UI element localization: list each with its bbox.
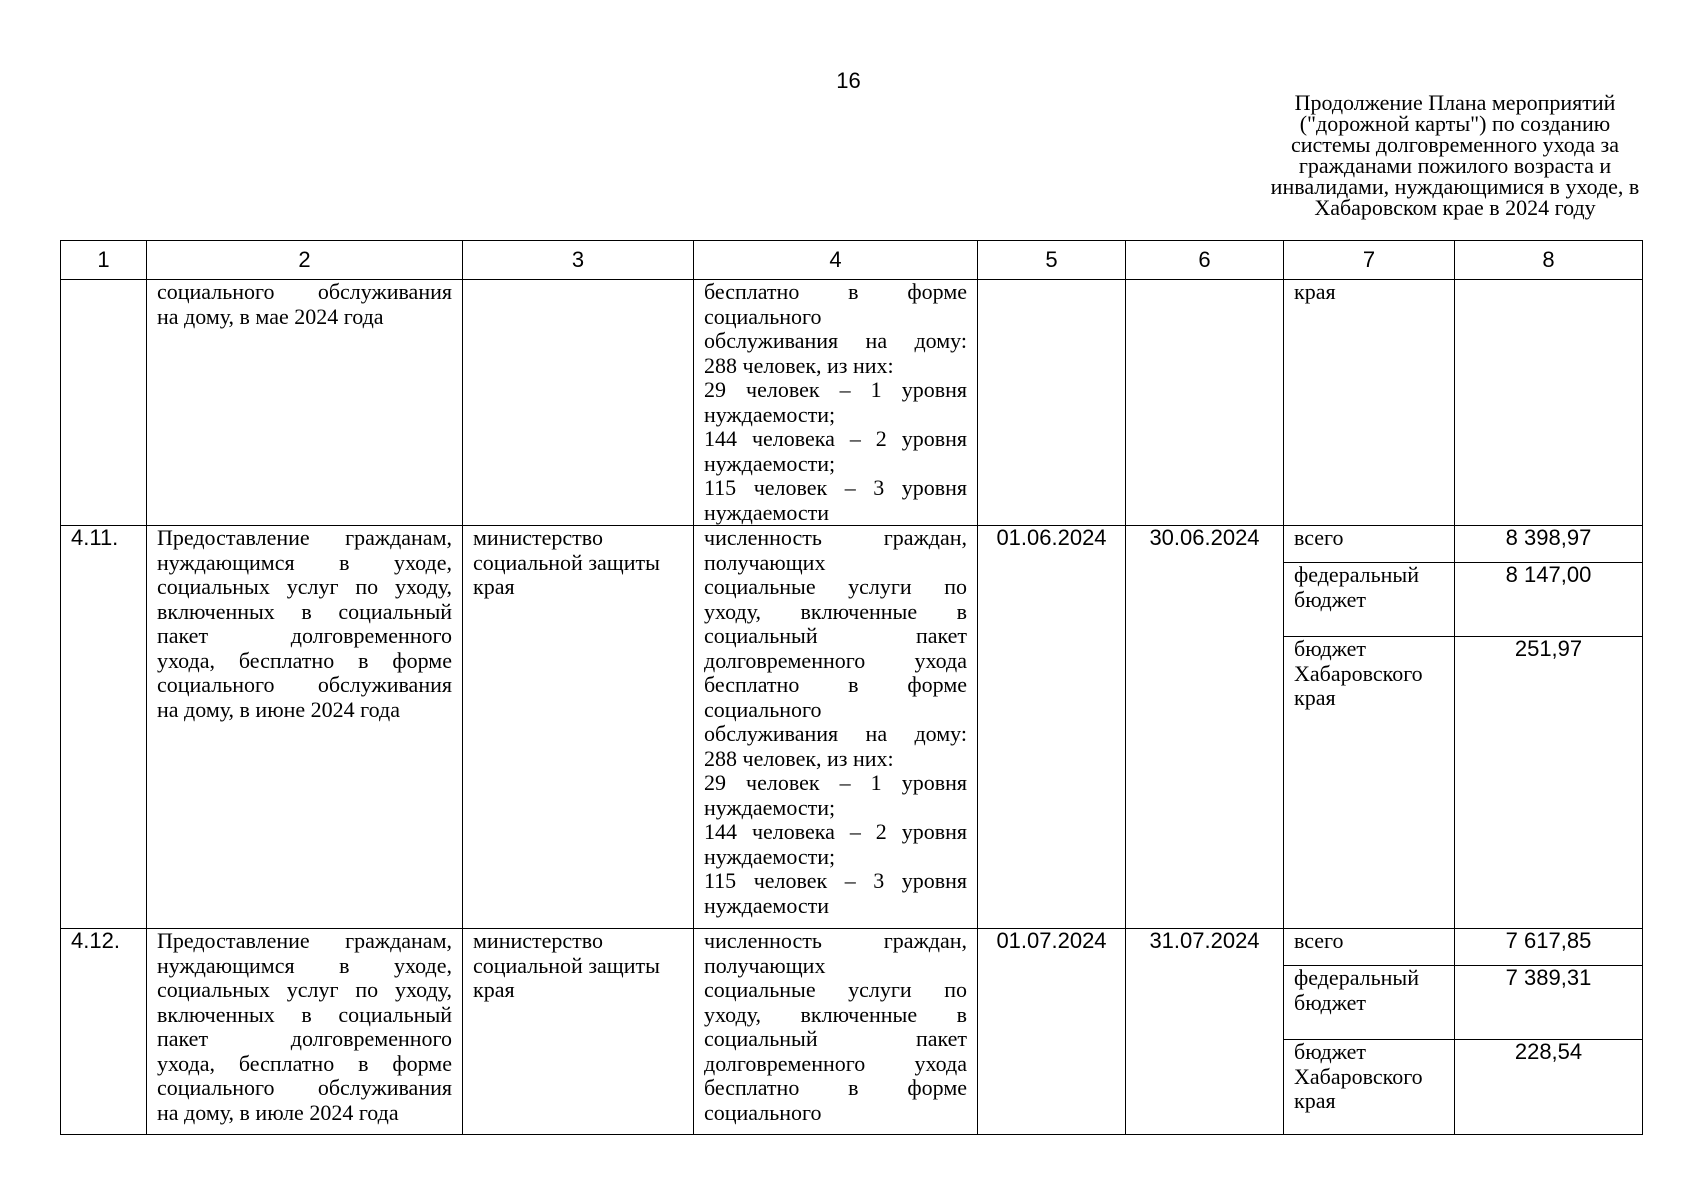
row-number: 4.11.: [61, 526, 147, 929]
heading-line: ("дорожной карты") по созданию: [1299, 111, 1611, 136]
indicator: численность граждан, получающих социальные услуги по уходу, включенные в социальный пакет долговременного ухода бесплатно в форме социального обслуживания на дому: 288 человек, из них: 29 человек – 1 уровня нуждаемости; 144 человека – 2 уровня нуждаемости; 115 человек – 3 уровня нуждаемости: [694, 526, 978, 929]
indicator: численность граждан, получающих социальные услуги по уходу, включенные в социальный пакет долговременного ухода бесплатно в форме социального: [694, 929, 978, 1135]
funding-source: федеральный бюджет: [1284, 563, 1455, 637]
funding-amount: 7 617,85: [1455, 929, 1643, 966]
column-header: 1: [61, 241, 147, 280]
page-number: 16: [836, 68, 861, 93]
table-row: [61, 526, 1643, 563]
funding-source: бюджет Хабаровского края: [1284, 637, 1455, 929]
roadmap-table: [60, 240, 1643, 1135]
end-date: 30.06.2024: [1126, 526, 1284, 929]
cell-source-continued: края: [1284, 280, 1455, 526]
start-date: 01.06.2024: [978, 526, 1126, 929]
heading-line: системы долговременного ухода за: [1290, 132, 1620, 157]
heading-line: Продолжение Плана мероприятий: [1294, 90, 1616, 115]
column-header: 2: [147, 241, 463, 280]
continuation-row: [61, 280, 1643, 526]
funding-amount: 8 398,97: [1455, 526, 1643, 563]
event-description: Предоставление гражданам, нуждающимся в уходе, социальных услуг по уходу, включенных в социальный пакет долговременного ухода, бесплатно в форме социального обслуживания на дому, в июне 2024 года: [147, 526, 463, 929]
funding-source: федеральный бюджет: [1284, 966, 1455, 1040]
table-row: [61, 929, 1643, 966]
cell-indicator-continued: бесплатно в форме социального обслуживания на дому: 288 человек, из них: 29 человек – 1 уровня нуждаемости; 144 человека – 2 уровня нуждаемости; 115 человек – 3 уровня нуждаемости: [694, 280, 978, 526]
cell-start: [978, 280, 1126, 526]
funding-source: всего: [1284, 929, 1455, 966]
column-header: 4: [694, 241, 978, 280]
funding-amount: 228,54: [1455, 1040, 1643, 1135]
cell-end: [1126, 280, 1284, 526]
column-header: 5: [978, 241, 1126, 280]
column-number-row: [61, 241, 1643, 280]
responsible-body: министерство социальной защиты края: [463, 929, 694, 1135]
funding-source: всего: [1284, 526, 1455, 563]
funding-source: бюджет Хабаровского края: [1284, 1040, 1455, 1135]
column-header: 7: [1284, 241, 1455, 280]
column-header: 3: [463, 241, 694, 280]
cell-responsible: [463, 280, 694, 526]
heading-line: гражданами пожилого возраста и: [1298, 153, 1612, 178]
heading-line: инвалидами, нуждающимися в уходе, в: [1270, 174, 1640, 199]
cell-event-continued: социального обслуживания на дому, в мае 2024 года: [147, 280, 463, 526]
column-header: 6: [1126, 241, 1284, 280]
event-description: Предоставление гражданам, нуждающимся в уходе, социальных услуг по уходу, включенных в социальный пакет долговременного ухода, бесплатно в форме социального обслуживания на дому, в июле 2024 года: [147, 929, 463, 1135]
cell-num: [61, 280, 147, 526]
start-date: 01.07.2024: [978, 929, 1126, 1135]
funding-amount: 251,97: [1455, 637, 1643, 929]
cell-amount: [1455, 280, 1643, 526]
funding-amount: 7 389,31: [1455, 966, 1643, 1040]
heading-line: Хабаровском крае в 2024 году: [1314, 195, 1596, 220]
funding-amount: 8 147,00: [1455, 563, 1643, 637]
column-header: 8: [1455, 241, 1643, 280]
row-number: 4.12.: [61, 929, 147, 1135]
end-date: 31.07.2024: [1126, 929, 1284, 1135]
document-heading: [1220, 92, 1690, 218]
responsible-body: министерство социальной защиты края: [463, 526, 694, 929]
